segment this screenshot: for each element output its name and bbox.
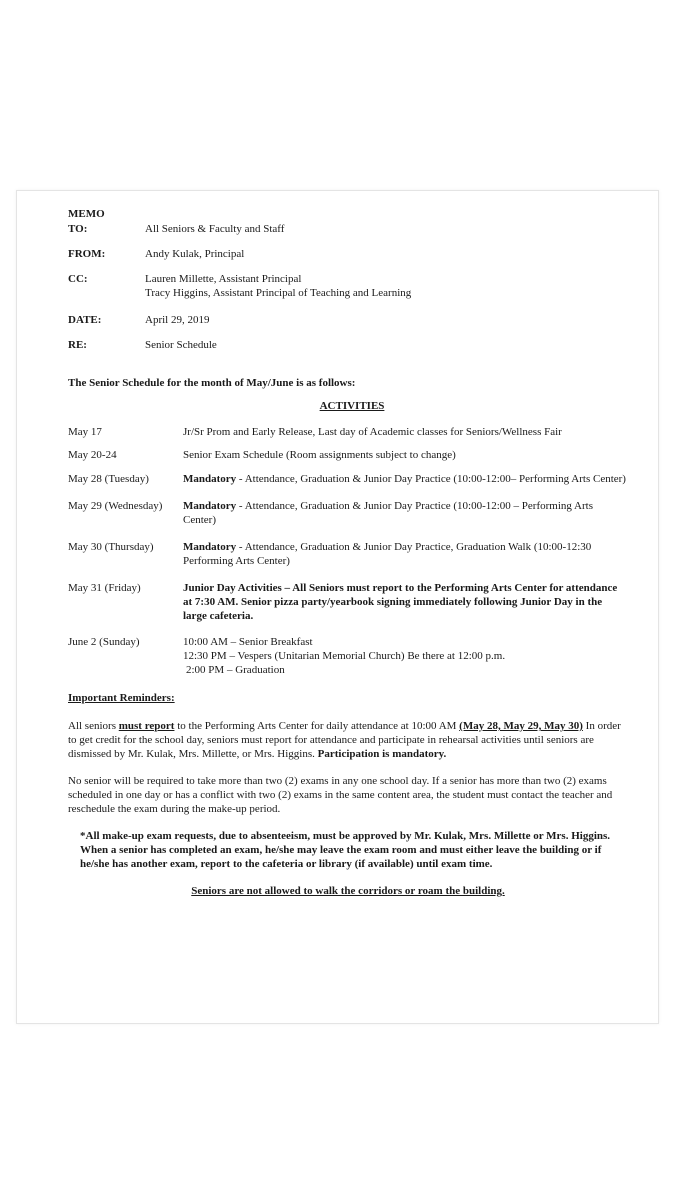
schedule-line: 10:00 AM – Senior Breakfast: [183, 636, 313, 648]
schedule-text: - Attendance, Graduation & Junior Day Practice (10:00-12:00– Performing Arts Center): [236, 473, 626, 485]
re-value: Senior Schedule: [145, 339, 217, 351]
cc-value-1: Lauren Millette, Assistant Principal: [145, 273, 302, 285]
to-value: All Seniors & Faculty and Staff: [145, 223, 285, 235]
mandatory-label: Mandatory: [183, 541, 237, 553]
participation-note: Participation is mandatory.: [317, 748, 447, 760]
schedule-text: - Attendance, Graduation & Junior Day Practice, Graduation Walk (10:00-12:30 Performing Arts Center): [183, 541, 592, 567]
memo-from-row: [68, 247, 628, 261]
date-value: April 29, 2019: [145, 314, 210, 326]
schedule-date: May 17: [68, 426, 102, 438]
schedule-date: May 31 (Friday): [68, 582, 141, 594]
memo-re-row: [68, 338, 628, 352]
memo-content: [68, 207, 628, 898]
memo-to-row: [68, 222, 628, 236]
memo-page: [16, 190, 659, 1024]
activities-heading: ACTIVITIES: [319, 400, 385, 412]
schedule-row-june2: [68, 635, 628, 677]
memo-date-row: [68, 313, 628, 327]
from-value: Andy Kulak, Principal: [145, 248, 245, 260]
schedule-row-may20: [68, 448, 628, 462]
date-label: DATE:: [68, 314, 102, 326]
schedule-text: Junior Day Activities – All Seniors must report to the Performing Arts Center for attendance at 7:30 AM. Senior pizza party/yearbook signing immediately following Junior Day in the large cafeteria.: [183, 582, 618, 622]
schedule-line: 12:30 PM – Vespers (Unitarian Memorial Church) Be there at 12:00 p.m.: [183, 650, 506, 662]
reminder-paragraph-1: All seniors must report to the Performing Arts Center for daily attendance at 10:00 AM (May 28, May 29, May 30) In order to get credit for the school day, seniors must report for attendance and participate in rehearsal activities until seniors are dismissed by Mr. Kulak, Mrs. Millette, or Mrs. Higgins. Participation is mandatory.: [68, 720, 621, 760]
schedule-row-may30: [68, 540, 628, 568]
mandatory-label: Mandatory: [183, 500, 237, 512]
schedule-date: June 2 (Sunday): [68, 636, 140, 648]
schedule-row-may31: [68, 581, 628, 623]
mandatory-label: Mandatory: [183, 473, 237, 485]
cc-label: CC:: [68, 273, 88, 285]
closing-notice: Seniors are not allowed to walk the corridors or roam the building.: [191, 885, 505, 897]
attendance-dates: (May 28, May 29, May 30): [459, 720, 583, 732]
schedule-text: Jr/Sr Prom and Early Release, Last day of Academic classes for Seniors/Wellness Fair: [183, 426, 562, 438]
schedule-line: 2:00 PM – Graduation: [186, 664, 285, 676]
schedule-date: May 30 (Thursday): [68, 541, 154, 553]
schedule-row-may29: [68, 499, 628, 527]
reminder-paragraph-3: *All make-up exam requests, due to absenteeism, must be approved by Mr. Kulak, Mrs. Millette or Mrs. Higgins. When a senior has completed an exam, he/she may leave the exam room and must either leave the building or if he/she has another exam, report to the cafeteria or library (if available) until exam time.: [80, 830, 611, 870]
memo-title: MEMO: [68, 208, 105, 220]
schedule-date: May 29 (Wednesday): [68, 500, 163, 512]
cc-value-2: Tracy Higgins, Assistant Principal of Teaching and Learning: [145, 287, 412, 299]
memo-cc-row: [68, 272, 628, 300]
re-label: RE:: [68, 339, 87, 351]
schedule-row-may28: [68, 472, 628, 486]
reminder-paragraph-2: No senior will be required to take more than two (2) exams in any one school day. If a senior has more than two (2) exams scheduled in one day or has a conflict with two (2) exams in the same content area, the student must contact the teacher and reschedule the exam during the make-up period.: [68, 775, 613, 815]
schedule-text: Senior Exam Schedule (Room assignments subject to change): [183, 449, 456, 461]
to-label: TO:: [68, 223, 88, 235]
from-label: FROM:: [68, 248, 106, 260]
schedule-row-may17: [68, 425, 628, 439]
reminders-heading: Important Reminders:: [68, 692, 175, 704]
schedule-text: - Attendance, Graduation & Junior Day Practice (10:00-12:00 – Performing Arts Center): [183, 500, 593, 526]
schedule-intro: The Senior Schedule for the month of May/June is as follows:: [68, 377, 356, 389]
must-report-text: must report: [118, 720, 175, 732]
schedule-date: May 20-24: [68, 449, 117, 461]
schedule-date: May 28 (Tuesday): [68, 473, 149, 485]
